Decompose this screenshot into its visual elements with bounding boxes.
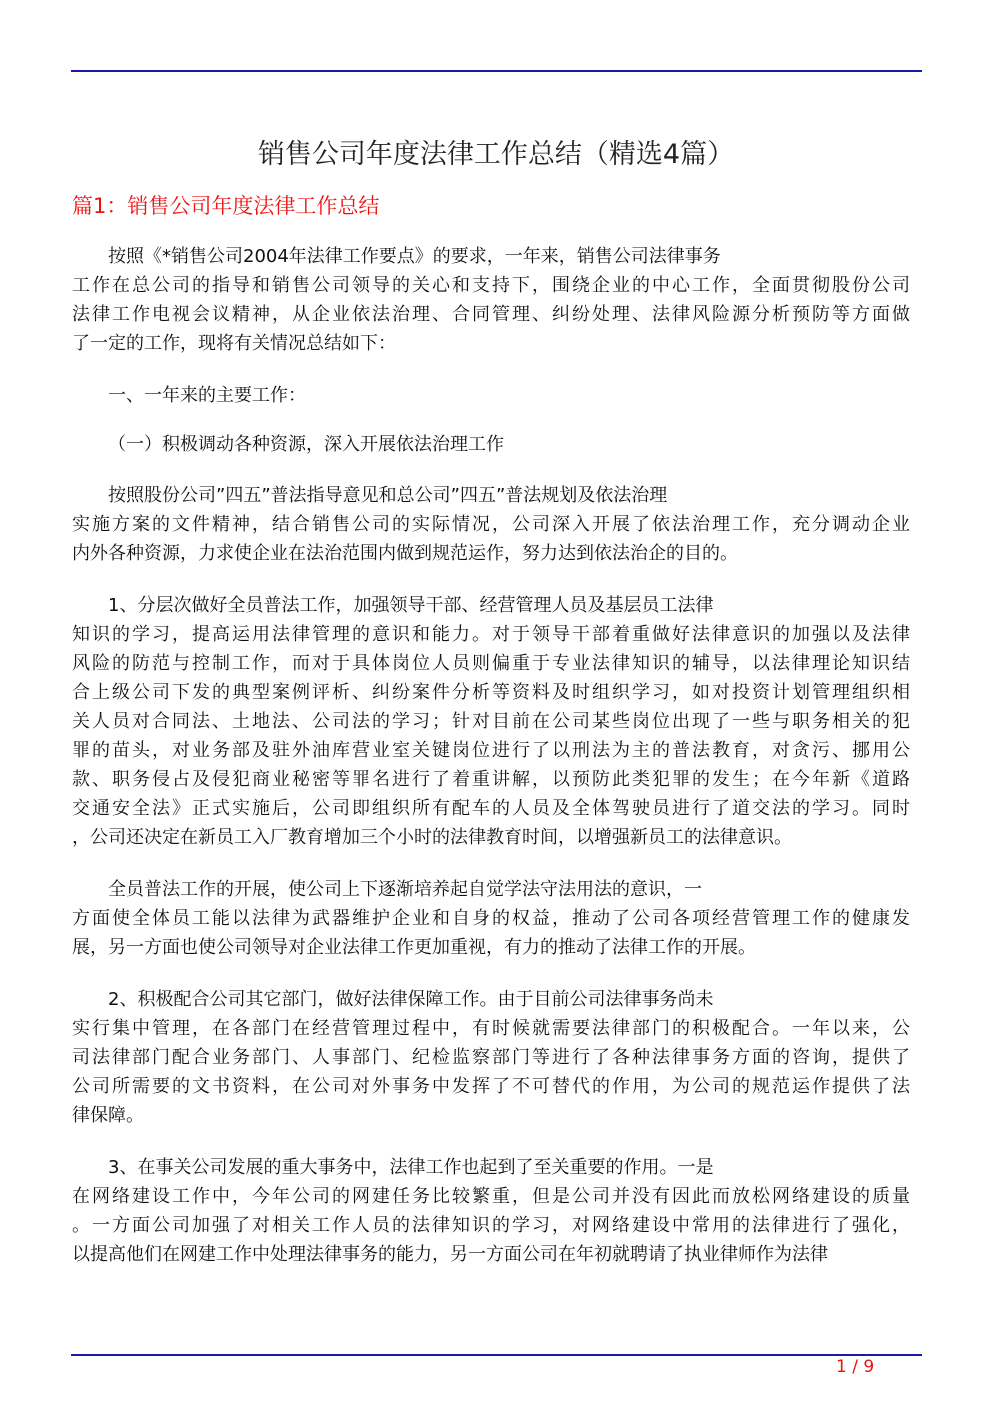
paragraph: [72, 381, 910, 410]
section-heading: 篇1：销售公司年度法律工作总结: [72, 194, 380, 218]
paragraph-line: 内外各种资源，力求使企业在法治范围内做到规范运作，努力达到依法治企的目的。: [72, 543, 738, 564]
page-number: 1 / 9: [836, 1357, 875, 1377]
paragraph-line: 实行集中管理，在各部门在经营管理过程中，有时候就需要法律部门的积极配合。一年以来，公: [72, 1018, 910, 1039]
paragraph: [72, 481, 910, 568]
paragraph-line: 了一定的工作，现将有关情况总结如下：: [72, 333, 396, 354]
paragraph-line: 公司所需要的文书资料，在公司对外事务中发挥了不可替代的作用，为公司的规范运作提供了法: [72, 1076, 910, 1097]
paragraph: [72, 985, 910, 1130]
paragraph-line: 律保障。: [72, 1105, 144, 1126]
paragraph-line: 2、积极配合公司其它部门，做好法律保障工作。由于目前公司法律事务尚未: [108, 989, 714, 1010]
header-rule: [71, 70, 922, 72]
paragraph-line: 按照《*销售公司2004年法律工作要点》的要求，一年来，销售公司法律事务: [108, 246, 721, 267]
paragraph-line: 在网络建设工作中，今年公司的网建任务比较繁重，但是公司并没有因此而放松网络建设的质量: [72, 1186, 910, 1207]
paragraph: [72, 430, 910, 459]
paragraph-line: 关人员对合同法、土地法、公司法的学习；针对目前在公司某些岗位出现了一些与职务相关的犯: [72, 711, 910, 732]
footer-rule: [71, 1354, 922, 1356]
paragraph-line: 以提高他们在网建工作中处理法律事务的能力，另一方面公司在年初就聘请了执业律师作为法律: [72, 1244, 828, 1265]
paragraph-line: 按照股份公司”四五”普法指导意见和总公司”四五”普法规划及依法治理: [108, 485, 668, 506]
paragraph-line: 方面使全体员工能以法律为武器维护企业和自身的权益，推动了公司各项经营管理工作的健康发: [72, 908, 910, 929]
paragraph-line: 工作在总公司的指导和销售公司领导的关心和支持下，围绕企业的中心工作，全面贯彻股份公司: [72, 275, 910, 296]
paragraph-line: 实施方案的文件精神，结合销售公司的实际情况，公司深入开展了依法治理工作，充分调动企业: [72, 514, 910, 535]
paragraph-line: 法律工作电视会议精神，从企业依法治理、合同管理、纠纷处理、法律风险源分析预防等方面做: [72, 304, 910, 325]
paragraph-line: 3、在事关公司发展的重大事务中，法律工作也起到了至关重要的作用。一是: [108, 1157, 714, 1178]
paragraph-line: 款、职务侵占及侵犯商业秘密等罪名进行了着重讲解，以预防此类犯罪的发生；在今年新《道路: [72, 769, 910, 790]
paragraph-line: 一、一年来的主要工作：: [108, 385, 306, 406]
paragraph-line: 风险的防范与控制工作，而对于具体岗位人员则偏重于专业法律知识的辅导，以法律理论知识结: [72, 653, 910, 674]
document-title: 销售公司年度法律工作总结（精选4篇）: [257, 139, 735, 170]
paragraph-line: 交通安全法》正式实施后，公司即组织所有配车的人员及全体驾驶员进行了道交法的学习。同时: [72, 798, 910, 819]
paragraph-line: 。一方面公司加强了对相关工作人员的法律知识的学习，对网络建设中常用的法律进行了强化，: [72, 1215, 910, 1236]
paragraph-line: 罪的苗头，对业务部及驻外油库营业室关键岗位进行了以刑法为主的普法教育，对贪污、挪用公: [72, 740, 910, 761]
paragraph-line: 司法律部门配合业务部门、人事部门、纪检监察部门等进行了各种法律事务方面的咨询，提供了: [72, 1047, 910, 1068]
paragraph-line: 展，另一方面也使公司领导对企业法律工作更加重视，有力的推动了法律工作的开展。: [72, 937, 756, 958]
paragraph-line: 合上级公司下发的典型案例评析、纠纷案件分析等资料及时组织学习，如对投资计划管理组织相: [72, 682, 910, 703]
paragraph: [72, 1153, 910, 1269]
paragraph: [72, 875, 910, 962]
paragraph-line: 全员普法工作的开展，使公司上下逐渐培养起自觉学法守法用法的意识，一: [108, 879, 702, 900]
paragraph-line: ，公司还决定在新员工入厂教育增加三个小时的法律教育时间，以增强新员工的法律意识。: [72, 827, 792, 848]
paragraph: [72, 591, 910, 852]
paragraph-line: 1、分层次做好全员普法工作，加强领导干部、经营管理人员及基层员工法律: [108, 595, 714, 616]
paragraph-line: 知识的学习，提高运用法律管理的意识和能力。对于领导干部着重做好法律意识的加强以及法律: [72, 624, 910, 645]
paragraph: [72, 242, 910, 358]
paragraph-line: （一）积极调动各种资源，深入开展依法治理工作: [108, 434, 504, 455]
